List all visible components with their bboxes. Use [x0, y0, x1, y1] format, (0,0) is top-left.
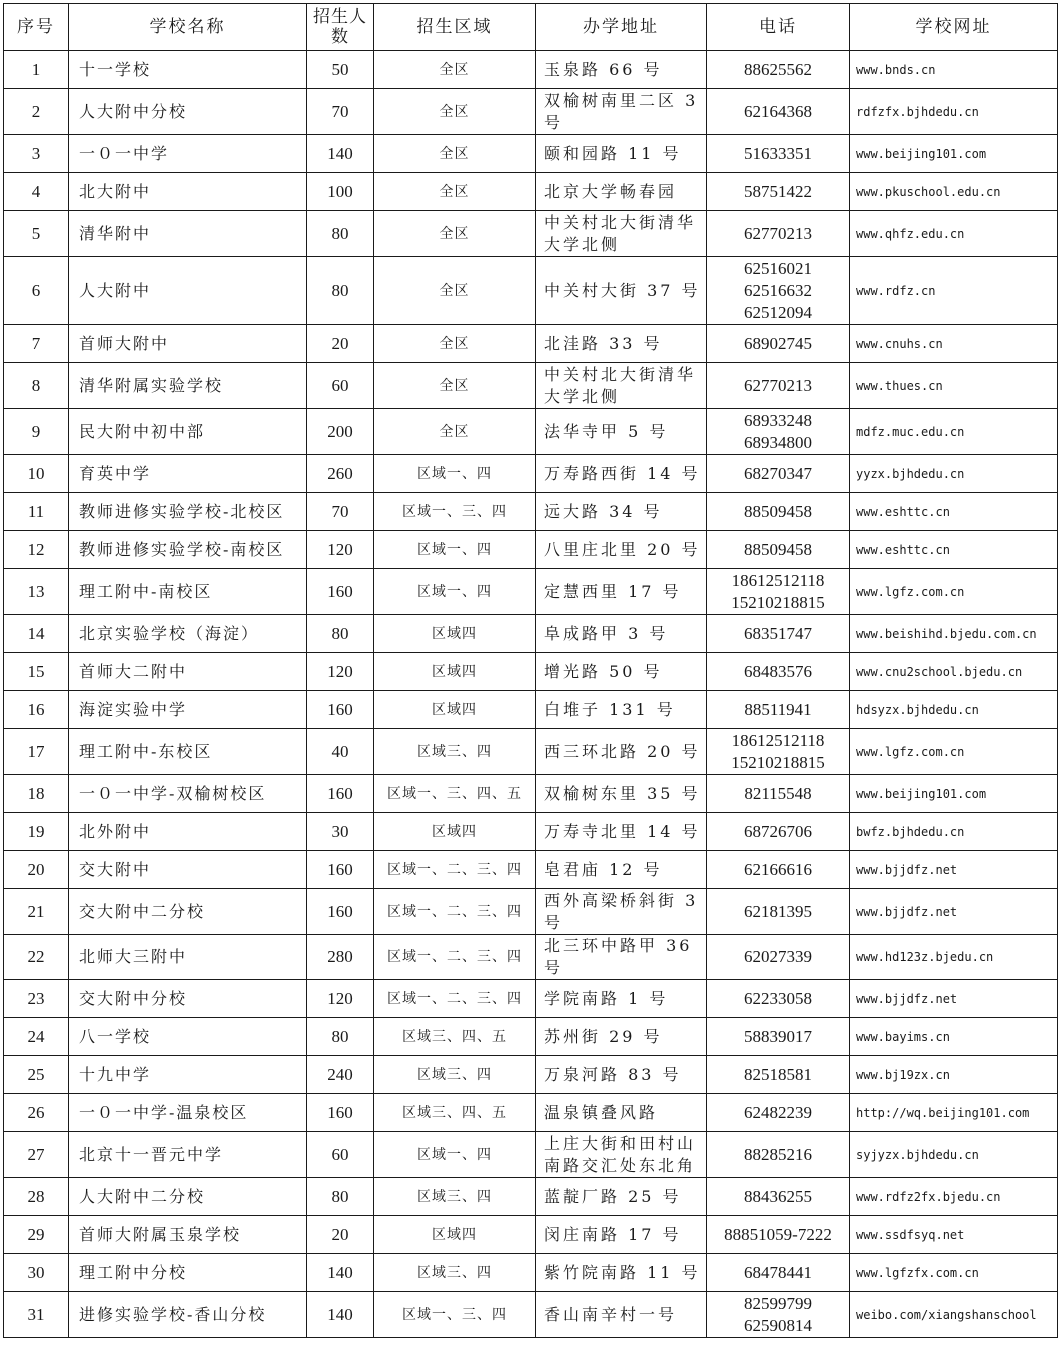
phone-number: 68351747	[744, 623, 812, 643]
school-phone	[707, 1254, 850, 1292]
school-phone	[707, 729, 850, 775]
phone-number: 68483576	[744, 661, 812, 681]
school-phone	[707, 889, 850, 935]
row-number: 9	[4, 409, 69, 455]
enrollment-count: 120	[307, 653, 374, 691]
table-row	[4, 691, 1058, 729]
school-name: 八一学校	[69, 1018, 307, 1056]
phone-number: 68270347	[744, 463, 812, 483]
school-website-link[interactable]: www.bnds.cn	[850, 51, 1058, 89]
enrollment-area: 区域三、四、五	[374, 1094, 536, 1132]
school-website-link[interactable]: www.ssdfsyq.net	[850, 1216, 1058, 1254]
school-phone	[707, 493, 850, 531]
table-row	[4, 980, 1058, 1018]
school-address: 中关村北大街清华大学北侧	[536, 363, 707, 409]
row-number: 31	[4, 1292, 69, 1338]
enrollment-area: 区域三、四	[374, 1254, 536, 1292]
school-phone	[707, 51, 850, 89]
enrollment-area: 全区	[374, 135, 536, 173]
table-row	[4, 1094, 1058, 1132]
row-number: 25	[4, 1056, 69, 1094]
school-name: 交大附中	[69, 851, 307, 889]
school-name: 十九中学	[69, 1056, 307, 1094]
school-address: 上庄大街和田村山南路交汇处东北角	[536, 1132, 707, 1178]
table-row	[4, 493, 1058, 531]
enrollment-area: 区域三、四	[374, 1056, 536, 1094]
enrollment-count: 80	[307, 1018, 374, 1056]
enrollment-area: 全区	[374, 89, 536, 135]
school-name: 人大附中二分校	[69, 1178, 307, 1216]
row-number: 17	[4, 729, 69, 775]
table-row	[4, 615, 1058, 653]
enrollment-area: 全区	[374, 211, 536, 257]
school-website-link[interactable]: syjyzx.bjhdedu.cn	[850, 1132, 1058, 1178]
phone-number: 82599799	[744, 1293, 812, 1313]
school-name: 人大附中	[69, 257, 307, 325]
school-website-link[interactable]: www.cnuhs.cn	[850, 325, 1058, 363]
row-number: 3	[4, 135, 69, 173]
school-phone	[707, 569, 850, 615]
school-website-link[interactable]: www.beijing101.com	[850, 135, 1058, 173]
enrollment-count: 100	[307, 173, 374, 211]
school-address: 皂君庙 12 号	[536, 851, 707, 889]
phone-number: 62770213	[744, 375, 812, 395]
school-website-link[interactable]: www.eshttc.cn	[850, 531, 1058, 569]
enrollment-count: 160	[307, 851, 374, 889]
school-phone	[707, 1094, 850, 1132]
phone-number: 88851059-7222	[724, 1224, 832, 1244]
row-number: 6	[4, 257, 69, 325]
school-website-link[interactable]: www.hd123z.bjedu.cn	[850, 935, 1058, 980]
school-website-link[interactable]: weibo.com/xiangshanschool	[850, 1292, 1058, 1338]
enrollment-count: 260	[307, 455, 374, 493]
enrollment-area: 全区	[374, 363, 536, 409]
school-website-link[interactable]: www.rdfz2fx.bjedu.cn	[850, 1178, 1058, 1216]
phone-number: 62181395	[744, 901, 812, 921]
enrollment-area: 区域一、二、三、四	[374, 889, 536, 935]
school-phone	[707, 980, 850, 1018]
phone-number: 62516021	[744, 258, 812, 278]
school-address: 中关村北大街清华大学北侧	[536, 211, 707, 257]
table-row	[4, 1254, 1058, 1292]
school-name: 一０一中学	[69, 135, 307, 173]
row-number: 1	[4, 51, 69, 89]
school-phone	[707, 455, 850, 493]
enrollment-count: 80	[307, 257, 374, 325]
school-name: 清华附属实验学校	[69, 363, 307, 409]
enrollment-area: 区域四	[374, 691, 536, 729]
table-header	[4, 4, 1058, 51]
table-row	[4, 51, 1058, 89]
phone-number: 18612512118	[731, 730, 825, 750]
table-row	[4, 531, 1058, 569]
phone-number: 68933248	[744, 410, 812, 430]
phone-number: 62590814	[744, 1315, 812, 1335]
table-row	[4, 935, 1058, 980]
school-phone	[707, 1292, 850, 1338]
phone-number: 88511941	[744, 699, 812, 719]
row-number: 24	[4, 1018, 69, 1056]
phone-number: 68478441	[744, 1262, 812, 1282]
table-row	[4, 135, 1058, 173]
enrollment-count: 120	[307, 531, 374, 569]
header-url: 学校网址	[850, 4, 1058, 51]
enrollment-area: 区域一、三、四、五	[374, 775, 536, 813]
school-website-link[interactable]: www.qhfz.edu.cn	[850, 211, 1058, 257]
school-name: 北京实验学校（海淀）	[69, 615, 307, 653]
phone-number: 88509458	[744, 539, 812, 559]
phone-number: 68726706	[744, 821, 812, 841]
row-number: 2	[4, 89, 69, 135]
school-name: 交大附中二分校	[69, 889, 307, 935]
table-row	[4, 325, 1058, 363]
school-table-sheet	[3, 3, 1058, 1338]
school-website-link[interactable]: www.lgfz.com.cn	[850, 729, 1058, 775]
school-name: 首师大附中	[69, 325, 307, 363]
school-website-link[interactable]: www.pkuschool.edu.cn	[850, 173, 1058, 211]
enrollment-area: 区域三、四、五	[374, 1018, 536, 1056]
enrollment-area: 全区	[374, 173, 536, 211]
enrollment-area: 区域四	[374, 615, 536, 653]
row-number: 30	[4, 1254, 69, 1292]
school-name: 进修实验学校-香山分校	[69, 1292, 307, 1338]
table-row	[4, 1178, 1058, 1216]
school-address: 北洼路 33 号	[536, 325, 707, 363]
school-name: 教师进修实验学校-南校区	[69, 531, 307, 569]
school-phone	[707, 135, 850, 173]
enrollment-count: 140	[307, 1292, 374, 1338]
enrollment-area: 区域一、四	[374, 1132, 536, 1178]
school-address: 阜成路甲 3 号	[536, 615, 707, 653]
table-row	[4, 775, 1058, 813]
school-name: 交大附中分校	[69, 980, 307, 1018]
row-number: 28	[4, 1178, 69, 1216]
phone-number: 18612512118	[731, 570, 825, 590]
enrollment-area: 区域一、二、三、四	[374, 980, 536, 1018]
school-name: 人大附中分校	[69, 89, 307, 135]
enrollment-count: 60	[307, 363, 374, 409]
school-address: 北京大学畅春园	[536, 173, 707, 211]
school-phone	[707, 325, 850, 363]
header-no: 序号	[4, 4, 69, 51]
row-number: 13	[4, 569, 69, 615]
school-name: 一０一中学-温泉校区	[69, 1094, 307, 1132]
school-phone	[707, 173, 850, 211]
school-address: 西三环北路 20 号	[536, 729, 707, 775]
phone-number: 62516632	[744, 280, 812, 300]
school-phone	[707, 1216, 850, 1254]
school-name: 北师大三附中	[69, 935, 307, 980]
phone-number: 62027339	[744, 947, 812, 966]
school-name: 育英中学	[69, 455, 307, 493]
enrollment-count: 280	[307, 935, 374, 980]
table-row	[4, 1292, 1058, 1338]
school-website-link[interactable]: mdfz.muc.edu.cn	[850, 409, 1058, 455]
enrollment-area: 区域一、三、四	[374, 1292, 536, 1338]
phone-number: 62164368	[744, 101, 812, 121]
enrollment-area: 全区	[374, 257, 536, 325]
enrollment-count: 160	[307, 1094, 374, 1132]
enrollment-count: 160	[307, 889, 374, 935]
table-row	[4, 889, 1058, 935]
enrollment-area: 区域一、四	[374, 569, 536, 615]
enrollment-count: 140	[307, 135, 374, 173]
header-phone: 电话	[707, 4, 850, 51]
row-number: 11	[4, 493, 69, 531]
enrollment-count: 20	[307, 1216, 374, 1254]
row-number: 5	[4, 211, 69, 257]
enrollment-count: 120	[307, 980, 374, 1018]
enrollment-area: 区域一、二、三、四	[374, 851, 536, 889]
enrollment-area: 全区	[374, 51, 536, 89]
enrollment-count: 60	[307, 1132, 374, 1178]
enrollment-count: 40	[307, 729, 374, 775]
enrollment-count: 20	[307, 325, 374, 363]
school-website-link[interactable]: www.beishihd.bjedu.com.cn	[850, 615, 1058, 653]
enrollment-count: 160	[307, 691, 374, 729]
row-number: 18	[4, 775, 69, 813]
school-website-link[interactable]: www.rdfz.cn	[850, 257, 1058, 325]
school-name: 理工附中-南校区	[69, 569, 307, 615]
row-number: 26	[4, 1094, 69, 1132]
row-number: 21	[4, 889, 69, 935]
table-row	[4, 569, 1058, 615]
school-address: 闵庄南路 17 号	[536, 1216, 707, 1254]
school-website-link[interactable]: hdsyzx.bjhdedu.cn	[850, 691, 1058, 729]
school-name: 海淀实验中学	[69, 691, 307, 729]
table-row	[4, 257, 1058, 325]
enrollment-count: 70	[307, 493, 374, 531]
phone-number: 62166616	[744, 859, 812, 879]
row-number: 12	[4, 531, 69, 569]
enrollment-count: 80	[307, 1178, 374, 1216]
school-address: 温泉镇叠风路	[536, 1094, 707, 1132]
phone-number: 82115548	[744, 783, 812, 803]
school-address: 双榆树东里 35 号	[536, 775, 707, 813]
school-address: 增光路 50 号	[536, 653, 707, 691]
table-row	[4, 89, 1058, 135]
school-name: 清华附中	[69, 211, 307, 257]
phone-number: 88625562	[744, 59, 812, 79]
phone-number: 62512094	[744, 302, 812, 322]
school-name: 北大附中	[69, 173, 307, 211]
school-name: 教师进修实验学校-北校区	[69, 493, 307, 531]
enrollment-count: 30	[307, 813, 374, 851]
phone-number: 82518581	[744, 1064, 812, 1084]
phone-number: 58839017	[744, 1026, 812, 1046]
school-address: 万寿寺北里 14 号	[536, 813, 707, 851]
school-address: 玉泉路 66 号	[536, 51, 707, 89]
phone-number: 51633351	[744, 143, 812, 163]
enrollment-area: 区域四	[374, 1216, 536, 1254]
phone-number: 58751422	[744, 181, 812, 201]
school-website-link[interactable]: www.eshttc.cn	[850, 493, 1058, 531]
school-address: 苏州街 29 号	[536, 1018, 707, 1056]
phone-number: 62482239	[744, 1102, 812, 1122]
school-phone	[707, 531, 850, 569]
school-address: 学院南路 1 号	[536, 980, 707, 1018]
table-body	[4, 51, 1058, 1338]
school-name: 北外附中	[69, 813, 307, 851]
school-phone	[707, 775, 850, 813]
phone-number: 62770213	[744, 223, 812, 243]
school-website-link[interactable]: www.cnu2school.bjedu.cn	[850, 653, 1058, 691]
row-number: 16	[4, 691, 69, 729]
school-website-link[interactable]: www.bj19zx.cn	[850, 1056, 1058, 1094]
school-name: 理工附中-东校区	[69, 729, 307, 775]
table-row	[4, 211, 1058, 257]
school-name: 十一学校	[69, 51, 307, 89]
school-phone	[707, 211, 850, 257]
school-website-link[interactable]: www.beijing101.com	[850, 775, 1058, 813]
phone-number: 15210218815	[731, 752, 825, 772]
school-phone	[707, 813, 850, 851]
school-address: 白堆子 131 号	[536, 691, 707, 729]
school-website-link[interactable]: rdfzfx.bjhdedu.cn	[850, 89, 1058, 135]
school-address: 中关村大街 37 号	[536, 257, 707, 325]
phone-number: 68934800	[744, 432, 812, 452]
row-number: 27	[4, 1132, 69, 1178]
phone-number: 88285216	[744, 1144, 812, 1164]
school-address: 万泉河路 83 号	[536, 1056, 707, 1094]
school-name: 首师大二附中	[69, 653, 307, 691]
row-number: 15	[4, 653, 69, 691]
phone-number: 15210218815	[731, 592, 825, 612]
header-address: 办学地址	[536, 4, 707, 51]
school-phone	[707, 1178, 850, 1216]
school-address: 远大路 34 号	[536, 493, 707, 531]
enrollment-area: 全区	[374, 325, 536, 363]
enrollment-area: 区域四	[374, 813, 536, 851]
school-website-link[interactable]: www.bayims.cn	[850, 1018, 1058, 1056]
school-phone	[707, 851, 850, 889]
table-row	[4, 1216, 1058, 1254]
phone-number: 62233058	[744, 988, 812, 1008]
enrollment-area: 区域一、二、三、四	[374, 935, 536, 980]
phone-number: 88509458	[744, 501, 812, 521]
school-name: 一０一中学-双榆树校区	[69, 775, 307, 813]
school-website-link[interactable]: bwfz.bjhdedu.cn	[850, 813, 1058, 851]
header-count: 招生人数	[307, 4, 374, 51]
row-number: 29	[4, 1216, 69, 1254]
row-number: 23	[4, 980, 69, 1018]
row-number: 7	[4, 325, 69, 363]
school-address: 蓝靛厂路 25 号	[536, 1178, 707, 1216]
enrollment-area: 区域三、四	[374, 1178, 536, 1216]
row-number: 10	[4, 455, 69, 493]
school-address: 紫竹院南路 11 号	[536, 1254, 707, 1292]
school-website-link[interactable]: www.thues.cn	[850, 363, 1058, 409]
enrollment-area: 区域一、四	[374, 455, 536, 493]
enrollment-area: 区域一、四	[374, 531, 536, 569]
school-enrollment-table	[3, 3, 1058, 1338]
phone-number: 68902745	[744, 333, 812, 353]
school-phone	[707, 1132, 850, 1178]
school-address: 法华寺甲 5 号	[536, 409, 707, 455]
school-phone	[707, 691, 850, 729]
enrollment-count: 140	[307, 1254, 374, 1292]
school-address: 万寿路西街 14 号	[536, 455, 707, 493]
table-row	[4, 173, 1058, 211]
phone-number: 88436255	[744, 1186, 812, 1206]
table-row	[4, 409, 1058, 455]
row-number: 19	[4, 813, 69, 851]
enrollment-count: 160	[307, 775, 374, 813]
school-website-link[interactable]: www.bjjdfz.net	[850, 980, 1058, 1018]
school-phone	[707, 1018, 850, 1056]
enrollment-area: 区域一、三、四	[374, 493, 536, 531]
table-row	[4, 813, 1058, 851]
school-website-link[interactable]: www.bjjdfz.net	[850, 889, 1058, 935]
enrollment-count: 80	[307, 211, 374, 257]
school-address: 定慧西里 17 号	[536, 569, 707, 615]
header-name: 学校名称	[69, 4, 307, 51]
enrollment-area: 全区	[374, 409, 536, 455]
row-number: 20	[4, 851, 69, 889]
enrollment-area: 区域三、四	[374, 729, 536, 775]
school-name: 北京十一晋元中学	[69, 1132, 307, 1178]
table-row	[4, 363, 1058, 409]
enrollment-area: 区域四	[374, 653, 536, 691]
school-website-link[interactable]: www.lgfz.com.cn	[850, 569, 1058, 615]
school-name: 理工附中分校	[69, 1254, 307, 1292]
school-website-link[interactable]: www.bjjdfz.net	[850, 851, 1058, 889]
school-website-link[interactable]: yyzx.bjhdedu.cn	[850, 455, 1058, 493]
school-phone	[707, 89, 850, 135]
enrollment-count: 240	[307, 1056, 374, 1094]
school-phone	[707, 363, 850, 409]
school-phone	[707, 257, 850, 325]
enrollment-count: 200	[307, 409, 374, 455]
school-website-link[interactable]: http://wq.beijing101.com	[850, 1094, 1058, 1132]
enrollment-count: 50	[307, 51, 374, 89]
table-row	[4, 1056, 1058, 1094]
table-row	[4, 455, 1058, 493]
table-row	[4, 653, 1058, 691]
enrollment-count: 160	[307, 569, 374, 615]
school-address: 颐和园路 11 号	[536, 135, 707, 173]
header-row	[4, 4, 1058, 51]
school-address: 八里庄北里 20 号	[536, 531, 707, 569]
table-row	[4, 851, 1058, 889]
row-number: 4	[4, 173, 69, 211]
school-name: 民大附中初中部	[69, 409, 307, 455]
school-phone	[707, 935, 850, 980]
school-name: 首师大附属玉泉学校	[69, 1216, 307, 1254]
school-address: 西外高梁桥斜街 3 号	[536, 889, 707, 935]
enrollment-count: 70	[307, 89, 374, 135]
school-address: 北三环中路甲 36 号	[536, 935, 707, 980]
row-number: 14	[4, 615, 69, 653]
table-row	[4, 729, 1058, 775]
school-phone	[707, 653, 850, 691]
school-address: 双榆树南里二区 3 号	[536, 89, 707, 135]
table-row	[4, 1018, 1058, 1056]
school-address: 香山南辛村一号	[536, 1292, 707, 1338]
row-number: 22	[4, 935, 69, 980]
enrollment-count: 80	[307, 615, 374, 653]
school-phone	[707, 615, 850, 653]
school-website-link[interactable]: www.lgfzfx.com.cn	[850, 1254, 1058, 1292]
school-phone	[707, 409, 850, 455]
row-number: 8	[4, 363, 69, 409]
header-area: 招生区域	[374, 4, 536, 51]
table-row	[4, 1132, 1058, 1178]
school-phone	[707, 1056, 850, 1094]
